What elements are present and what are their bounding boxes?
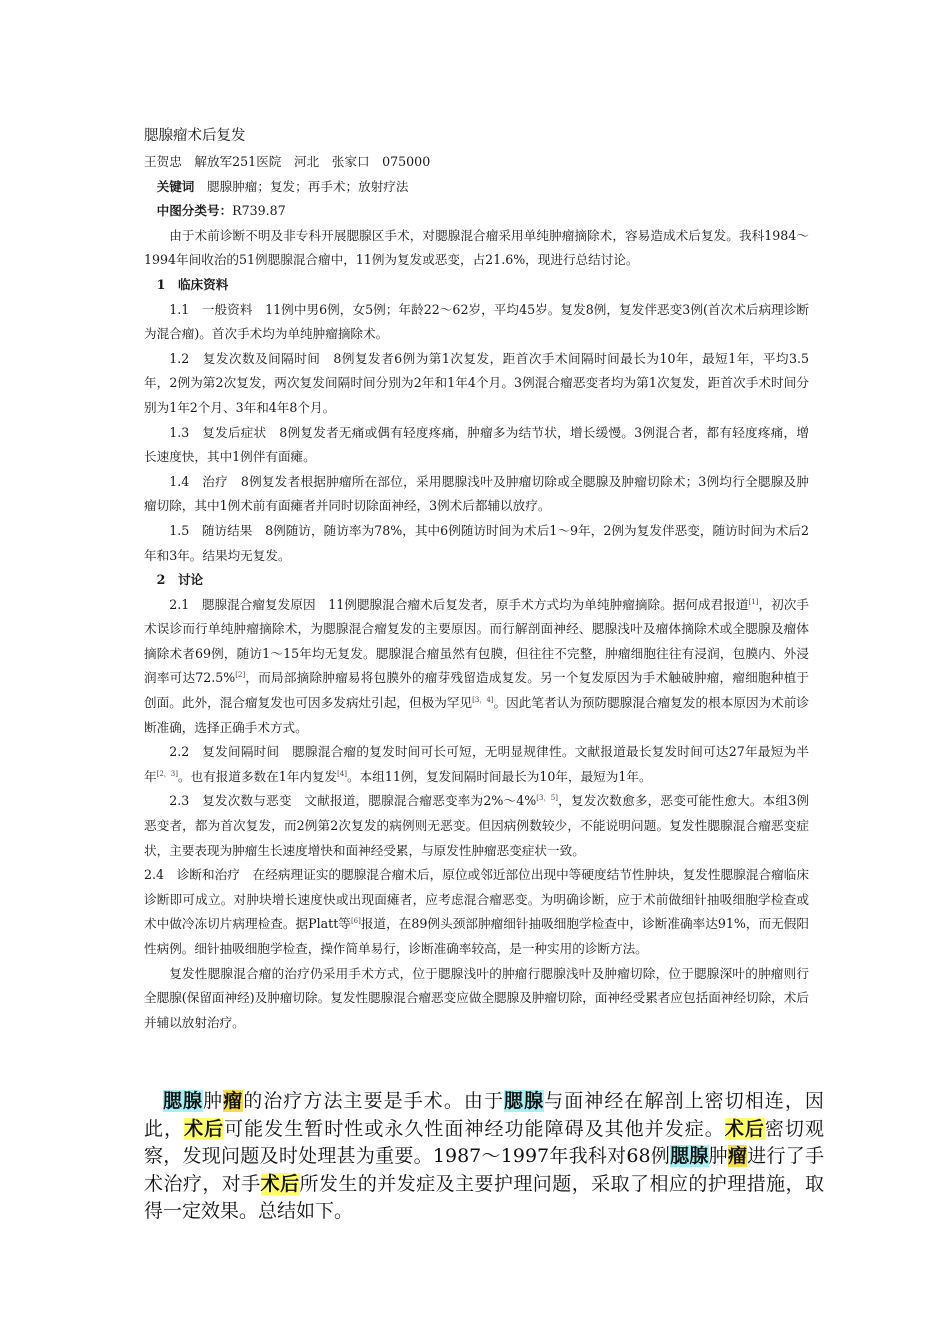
paragraph-final: 复发性腮腺混合瘤的治疗仍采用手术方式，位于腮腺浅叶的肿瘤行腮腺浅叶及肿瘤切除，位于腮腺深叶的肿瘤则行全腮腺(保留面神经)及肿瘤切除。复发性腮腺混合瘤恶变应做全腮腺及肿瘤切除，面神经受累者应包括面神经切除，术后并辅以放射治疗。 bbox=[144, 965, 809, 1030]
author-line: 王贺忠 解放军251医院 河北 张家口 075000 bbox=[144, 154, 431, 169]
paragraph-1-2: 1.2 复发次数及间隔时间 8例复发者6例为第1次复发，距首次手术间隔时间最长为10年，最短1年，平均3.5年，2例为第2次复发，两次复发间隔时间分别为2年和1年4个月。3例混合瘤恶变者均为第1次复发，距首次手术时间分别为1年2个月、3年和4年8个月。 bbox=[144, 350, 809, 415]
paragraph-1-4: 1.4 治疗 8例复发者根据肿瘤所在部位，采用腮腺浅叶及肿瘤切除或全腮腺及肿瘤切除术；3例均行全腮腺及肿瘤切除，其中1例术前有面瘫者并同时切除面神经，3例术后都辅以放疗。 bbox=[144, 473, 809, 514]
classification-code: R739.87 bbox=[232, 203, 286, 219]
text-2-2-a: 2.2 复发间隔时间 腮腺混合瘤的复发时间可长可短，无明显规律性。文献报道最长复发时间可达27年最短为半年 bbox=[144, 744, 809, 784]
paragraph-2-1 bbox=[144, 593, 809, 741]
highlighted-excerpt bbox=[144, 1088, 824, 1226]
excerpt-paragraph bbox=[144, 1088, 824, 1226]
text-2-1-b: ，初次手术误诊而行单纯肿瘤摘除术，为腮腺混合瘤复发的主要原因。而行解剖面神经、腮腺浅叶及瘤体摘除术或全腮腺及瘤体摘除术者69例，随访1～15年均无复发。腮腺混合瘤虽然有包膜，但往往不完整，肿瘤细胞往往有浸润，包膜内、外浸润率可达72.5% bbox=[144, 596, 810, 686]
keywords-text: 腮腺肿瘤；复发；再手术；放射疗法 bbox=[206, 178, 409, 194]
highlight-term-liu: 瘤 bbox=[223, 1090, 244, 1112]
citation-1: [1] bbox=[748, 597, 759, 606]
citation-2-3: [2，3] bbox=[156, 769, 178, 778]
excerpt-text: 密切观察，发现问题及时处理甚为重要。1987～1997年我科对68例 bbox=[144, 1117, 824, 1167]
keywords-label: 关键词 bbox=[156, 178, 195, 194]
classification-line bbox=[144, 199, 809, 224]
excerpt-text: 进行了手术治疗，对手 bbox=[144, 1145, 824, 1195]
text-2-4-a: 2.4 诊断和治疗 在经病理证实的腮腺混合瘤术后，原位或邻近部位出现中等硬度结节性肿块，复发性腮腺混合瘤临床诊断即可成立。对肿块增长速度快或出现面瘫者，应考虑混合瘤恶变。为明确诊断，应于术前做细针抽吸细胞学检查或术中做冷冻切片病理检查。据Platt等 bbox=[144, 867, 809, 932]
excerpt-text: 所发生的并发症及主要护理问题，采取了相应的护理措施，取得一定效果。总结如下。 bbox=[144, 1172, 824, 1222]
paragraph-1-5: 1.5 随访结果 8例随访，随访率为78%，其中6例随访时间为术后1～9年，2例为复发伴恶变，随访时间为术后2年和3年。结果均无复发。 bbox=[144, 522, 809, 563]
text-2-1-c: ，而局部摘除肿瘤易将包膜外的瘤芽残留造成复发。另一个复发原因为手术触破肿瘤，瘤细胞种植于创面。此外，混合瘤复发也可因多发病灶引起，但极为罕见 bbox=[144, 670, 809, 711]
intro-paragraph: 由于术前诊断不明及非专科开展腮腺区手术，对腮腺混合瘤采用单纯肿瘤摘除术，容易造成术后复发。我科1984～1994年间收治的51例腮腺混合瘤中，11例为复发或恶变，占21.6%，现进行总结讨论。 bbox=[144, 227, 809, 268]
section-heading-clinical: 1 临床资料 bbox=[156, 276, 229, 292]
paragraph-2-2 bbox=[144, 740, 809, 789]
highlight-term-saixian: 腮腺 bbox=[504, 1090, 545, 1112]
excerpt-text: 肿 bbox=[708, 1145, 728, 1167]
excerpt-text: 的治疗方法主要是手术。由于 bbox=[243, 1090, 505, 1112]
highlight-term-saixian: 腮腺 bbox=[163, 1090, 204, 1112]
paragraph-1-1: 1.1 一般资料 11例中男6例，女5例；年龄22～62岁，平均45岁。复发8例，复发伴恶变3例(首次术后病理诊断为混合瘤)。首次手术均为单纯肿瘤摘除术。 bbox=[144, 301, 809, 342]
citation-3-5: [3，5] bbox=[536, 794, 558, 803]
keywords-line bbox=[144, 175, 809, 200]
citation-4: [4] bbox=[337, 769, 348, 778]
classification-label: 中图分类号： bbox=[156, 203, 233, 219]
section-heading-discussion: 2 讨论 bbox=[156, 572, 204, 588]
citation-3-4: [3，4] bbox=[472, 696, 494, 705]
text-2-3-a: 2.3 复发次数与恶变 文献报道，腮腺混合瘤恶变率为2%～4% bbox=[169, 793, 537, 809]
article-title: 腮腺瘤术后复发 bbox=[144, 128, 246, 144]
text-2-3-b: ，复发次数愈多，恶变可能性愈大。本组3例恶变者，都为首次复发，而2例第2次复发的病例则无恶变。但因病例数较少，不能说明问题。复发性腮腺混合瘤恶变症状，主要表现为肿瘤生长速度增快和面神经受累，与原发性肿瘤恶变症状一致。 bbox=[144, 793, 809, 858]
citation-6: [6] bbox=[350, 917, 361, 926]
highlight-term-saixian: 腮腺 bbox=[670, 1145, 709, 1167]
excerpt-text: 可能发生暂时性或永久性面神经功能障碍及其他并发症。 bbox=[224, 1117, 725, 1140]
text-2-1-d: 。因此笔者认为预防腮腺混合瘤复发的根本原因为术前诊断准确，选择正确手术方式。 bbox=[144, 695, 810, 735]
excerpt-text: 肿 bbox=[203, 1090, 224, 1112]
excerpt-text: 与面神经在解剖上密切相连，因此， bbox=[144, 1090, 824, 1140]
highlight-term-shuhou: 术后 bbox=[260, 1172, 300, 1195]
paragraph-1-3: 1.3 复发后症状 8例复发者无痛或偶有轻度疼痛，肿瘤多为结节状，增长缓慢。3例混合者，都有轻度疼痛，增长速度快，其中1例伴有面瘫。 bbox=[144, 424, 809, 465]
text-2-2-c: 。本组11例，复发间隔时间最长为10年，最短为1年。 bbox=[347, 768, 652, 784]
citation-2: [2] bbox=[235, 671, 246, 680]
highlight-term-shuhou: 术后 bbox=[724, 1117, 765, 1140]
paragraph-2-3 bbox=[144, 789, 809, 863]
paragraph-2-4 bbox=[144, 863, 809, 961]
text-2-1-a: 2.1 腮腺混合瘤复发原因 11例腮腺混合瘤术后复发者，原手术方式均为单纯肿瘤摘除。据何成君报道 bbox=[169, 596, 749, 612]
text-2-4-b: 报道，在89例头颈部肿瘤细针抽吸细胞学检查中，诊断准确率达91%，而无假阳性病例。细针抽吸细胞学检查，操作简单易行，诊断准确率较高，是一种实用的诊断方法。 bbox=[144, 916, 809, 956]
highlight-term-liu: 瘤 bbox=[727, 1145, 748, 1167]
text-2-2-b: 。也有报道多数在1年内复发 bbox=[177, 768, 338, 784]
article-body bbox=[144, 124, 809, 1035]
highlight-term-shuhou: 术后 bbox=[184, 1117, 225, 1140]
